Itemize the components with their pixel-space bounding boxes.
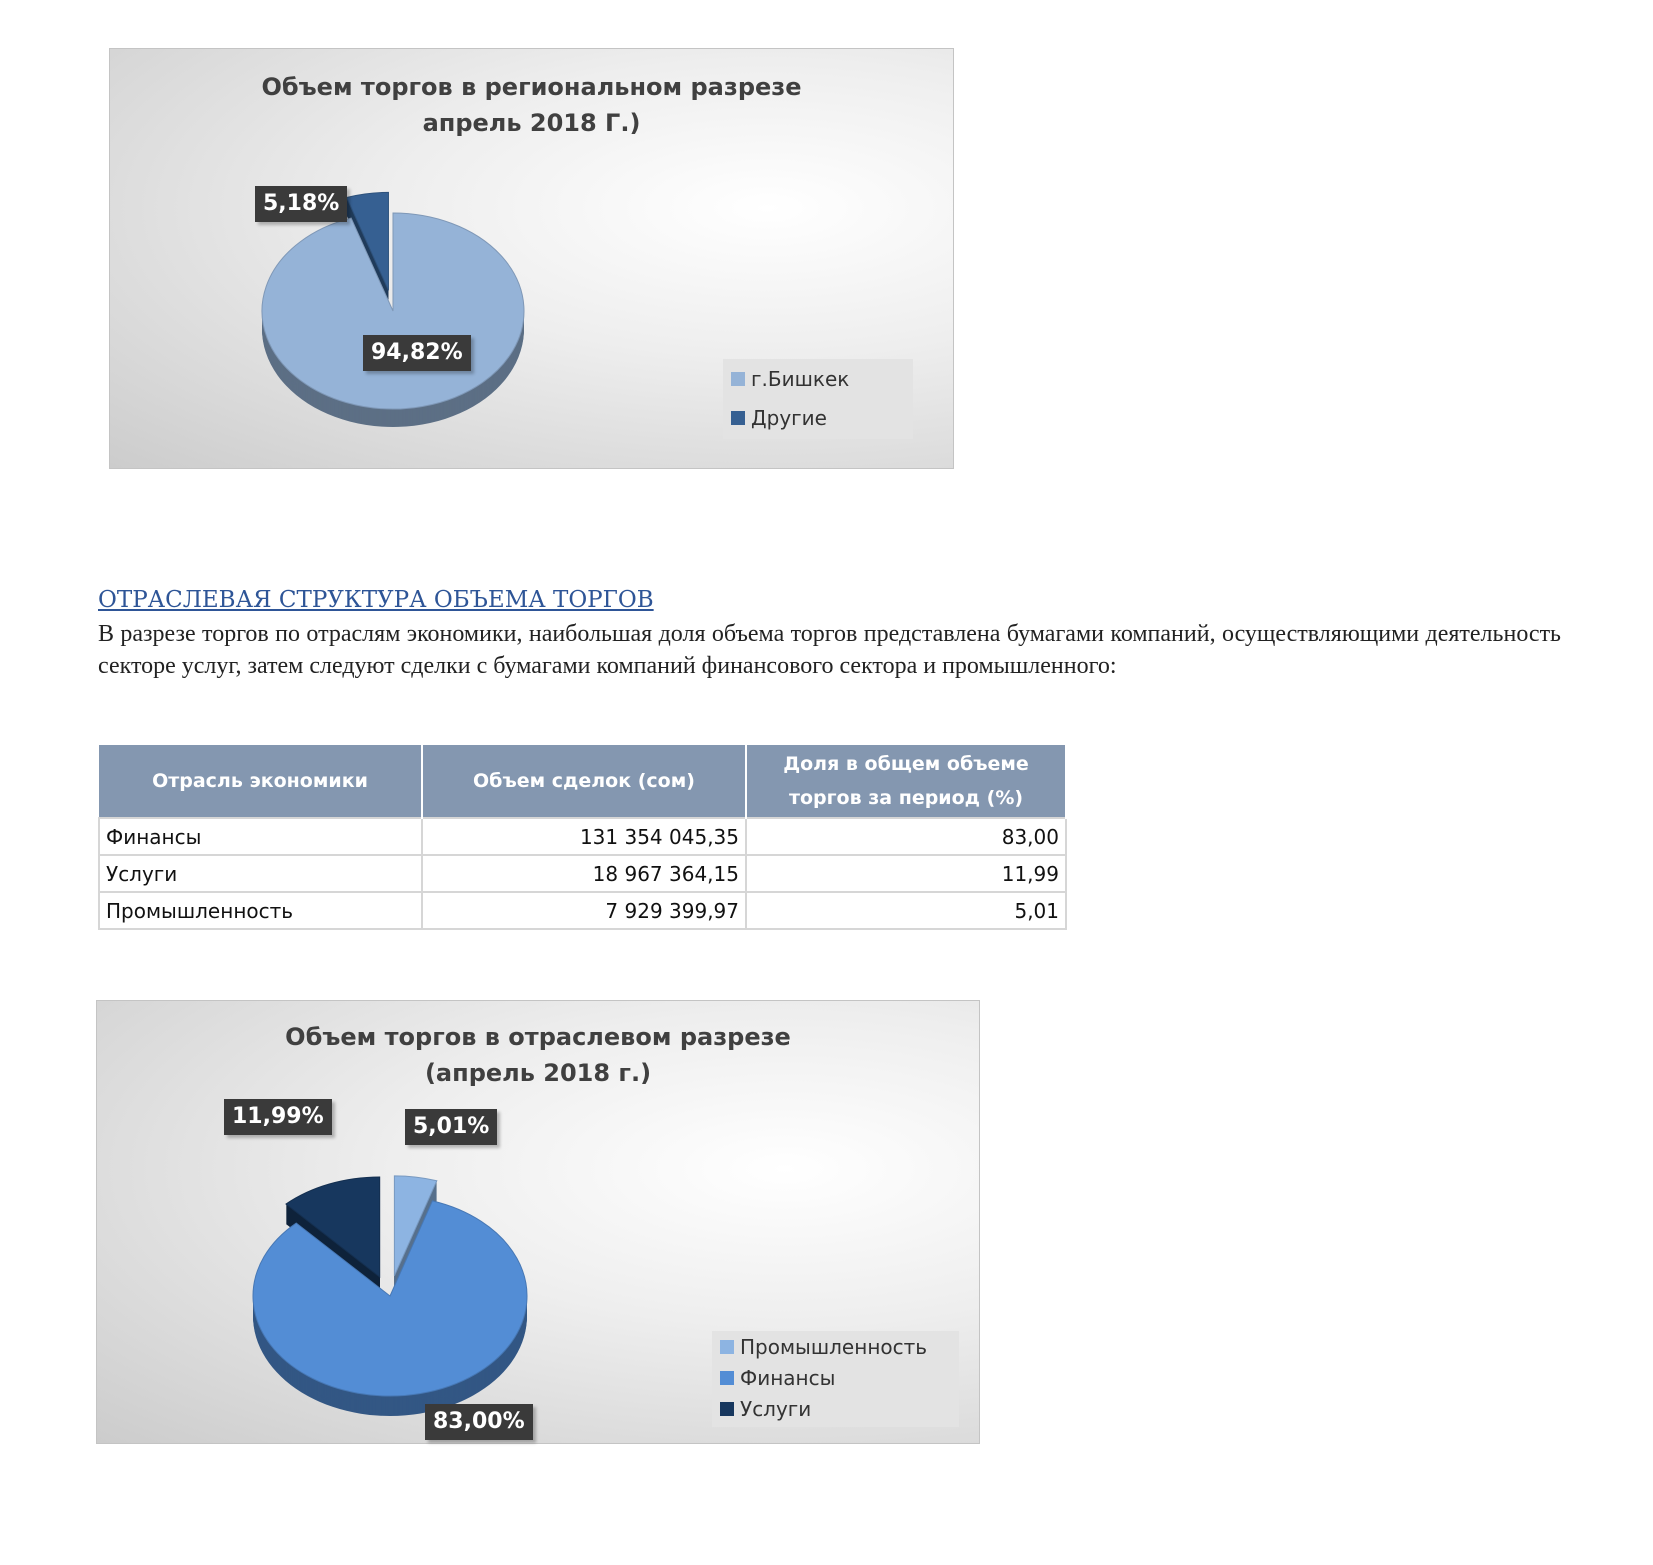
column-header: Отрасль экономики xyxy=(99,745,422,818)
legend-label: Другие xyxy=(751,405,827,430)
table-cell: 83,00 xyxy=(746,818,1066,855)
column-header: Объем сделок (сом) xyxy=(422,745,746,818)
table-cell: 11,99 xyxy=(746,855,1066,892)
legend-swatch xyxy=(720,1402,734,1416)
table-cell: Финансы xyxy=(99,818,422,855)
legend-item-others xyxy=(723,398,913,437)
table-row xyxy=(99,818,1066,855)
legend-item-industry xyxy=(712,1331,959,1362)
regional-chart xyxy=(109,48,954,469)
table-cell: Промышленность xyxy=(99,892,422,929)
legend-label: Финансы xyxy=(740,1365,836,1390)
legend-swatch xyxy=(720,1340,734,1354)
data-label-finance: 83,00% xyxy=(425,1404,533,1440)
legend xyxy=(712,1331,959,1427)
legend-label: Услуги xyxy=(740,1396,812,1421)
table-cell: 7 929 399,97 xyxy=(422,892,746,929)
table-header-row xyxy=(99,745,1066,818)
table-cell: Услуги xyxy=(99,855,422,892)
legend-swatch xyxy=(731,411,745,425)
table-cell: 131 354 045,35 xyxy=(422,818,746,855)
column-header: Доля в общем объеме торгов за период (%) xyxy=(746,745,1066,818)
legend-swatch xyxy=(731,372,745,386)
legend-item-finance xyxy=(712,1362,959,1393)
chart-title-line2: апрель 2018 Г.) xyxy=(422,109,641,137)
chart-title-line1: Объем торгов в региональном разрезе xyxy=(261,73,802,101)
industry-table xyxy=(98,745,1067,930)
chart-title-line1: Объем торгов в отраслевом разрезе xyxy=(285,1023,791,1051)
table-row xyxy=(99,855,1066,892)
pie-slice xyxy=(253,1201,527,1396)
legend-label: г.Бишкек xyxy=(751,366,850,391)
legend-item-services xyxy=(712,1393,959,1424)
table-row xyxy=(99,892,1066,929)
legend-swatch xyxy=(720,1371,734,1385)
data-label-bishkek: 94,82% xyxy=(363,335,471,371)
data-label-others: 5,18% xyxy=(255,186,347,222)
data-label-industry: 5,01% xyxy=(405,1109,497,1145)
data-label-services: 11,99% xyxy=(224,1099,332,1135)
legend xyxy=(723,359,913,439)
table-cell: 18 967 364,15 xyxy=(422,855,746,892)
table-cell: 5,01 xyxy=(746,892,1066,929)
body-paragraph: В разрезе торгов по отраслям экономики, наибольшая доля объема торгов представлена бумагами компаний, осуществляющими деятельность секторе услуг, затем следуют сделки с бумагами компаний финансового сектора и промышленного: xyxy=(98,621,1561,679)
legend-item-bishkek xyxy=(723,359,913,398)
chart-title-line2: (апрель 2018 г.) xyxy=(424,1059,652,1087)
section-heading: ОТРАСЛЕВАЯ СТРУКТУРА ОБЪЕМА ТОРГОВ xyxy=(98,587,654,613)
industry-chart xyxy=(96,1000,980,1444)
pie-slice xyxy=(262,213,524,409)
legend-label: Промышленность xyxy=(740,1334,928,1359)
